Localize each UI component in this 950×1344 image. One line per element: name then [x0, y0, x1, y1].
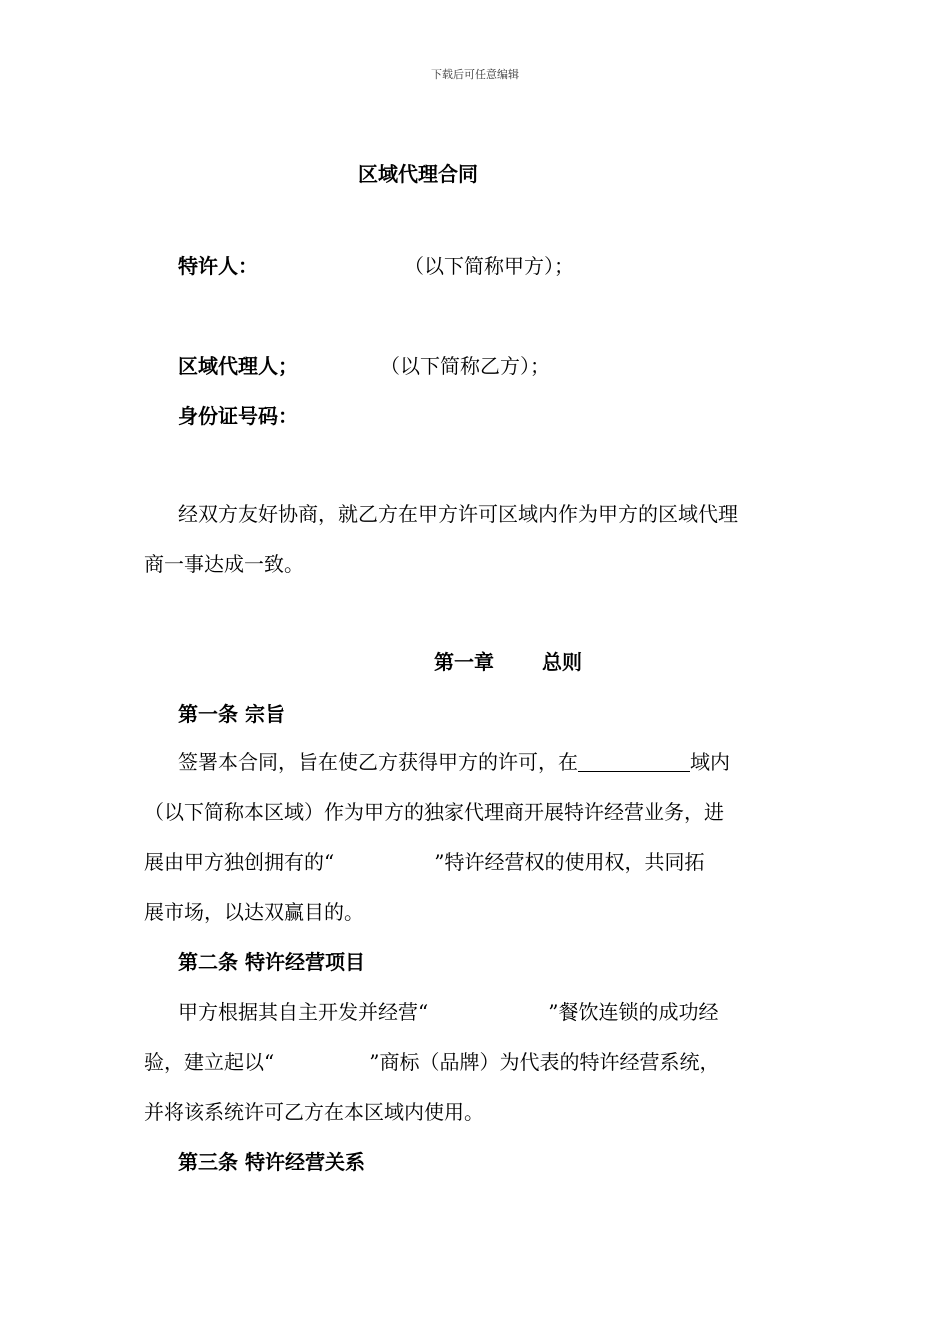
article-2-line-2a: 验，建立起以“: [144, 1050, 275, 1074]
article-2-line-1: [178, 996, 718, 1025]
document-title: 区域代理合同: [358, 162, 478, 186]
blank-underline: [578, 753, 690, 772]
article-1-line-3: [144, 846, 704, 875]
agent-label: 区域代理人；: [178, 354, 298, 378]
intro-line-1: 经双方友好协商，就乙方在甲方许可区域内作为甲方的区域代理: [178, 502, 738, 526]
article-2-line-1a: 甲方根据其自主开发并经营“: [178, 1000, 429, 1024]
article-1-line-1b: 域内: [690, 750, 730, 774]
article-2-line-3: 并将该系统许可乙方在本区域内使用。: [144, 1100, 484, 1124]
article-1-line-3a: 展由甲方独创拥有的“: [144, 850, 335, 874]
franchisor-label: 特许人：: [178, 254, 258, 278]
article-1-line-2: （以下简称本区域）作为甲方的独家代理商开展特许经营业务，进: [144, 800, 724, 824]
article-2-line-2: [144, 1046, 719, 1075]
article-1-line-1a: 签署本合同，旨在使乙方获得甲方的许可，在: [178, 750, 578, 774]
chapter-heading: [434, 646, 582, 675]
intro-line-2: 商一事达成一致。: [144, 552, 304, 576]
article-1-heading: 第一条 宗旨: [178, 702, 285, 726]
article-1-line-4: 展市场，以达双赢目的。: [144, 900, 364, 924]
article-2-line-2b: ”商标（品牌）为代表的特许经营系统，: [369, 1050, 720, 1074]
article-1-line-1: [178, 746, 730, 775]
article-3-heading: 第三条 特许经营关系: [178, 1150, 365, 1174]
id-number-label: 身份证号码：: [178, 404, 298, 428]
chapter-number: 第一章: [434, 650, 494, 674]
article-2-line-1b: ”餐饮连锁的成功经: [548, 1000, 719, 1024]
franchisor-note: （以下简称甲方）；: [404, 254, 574, 278]
article-2-heading: 第二条 特许经营项目: [178, 950, 365, 974]
agent-note: （以下简称乙方）；: [380, 354, 550, 378]
article-1-line-3b: ”特许经营权的使用权，共同拓: [434, 850, 705, 874]
chapter-name: 总则: [542, 650, 582, 674]
page-header: 下载后可任意编辑: [431, 68, 519, 81]
